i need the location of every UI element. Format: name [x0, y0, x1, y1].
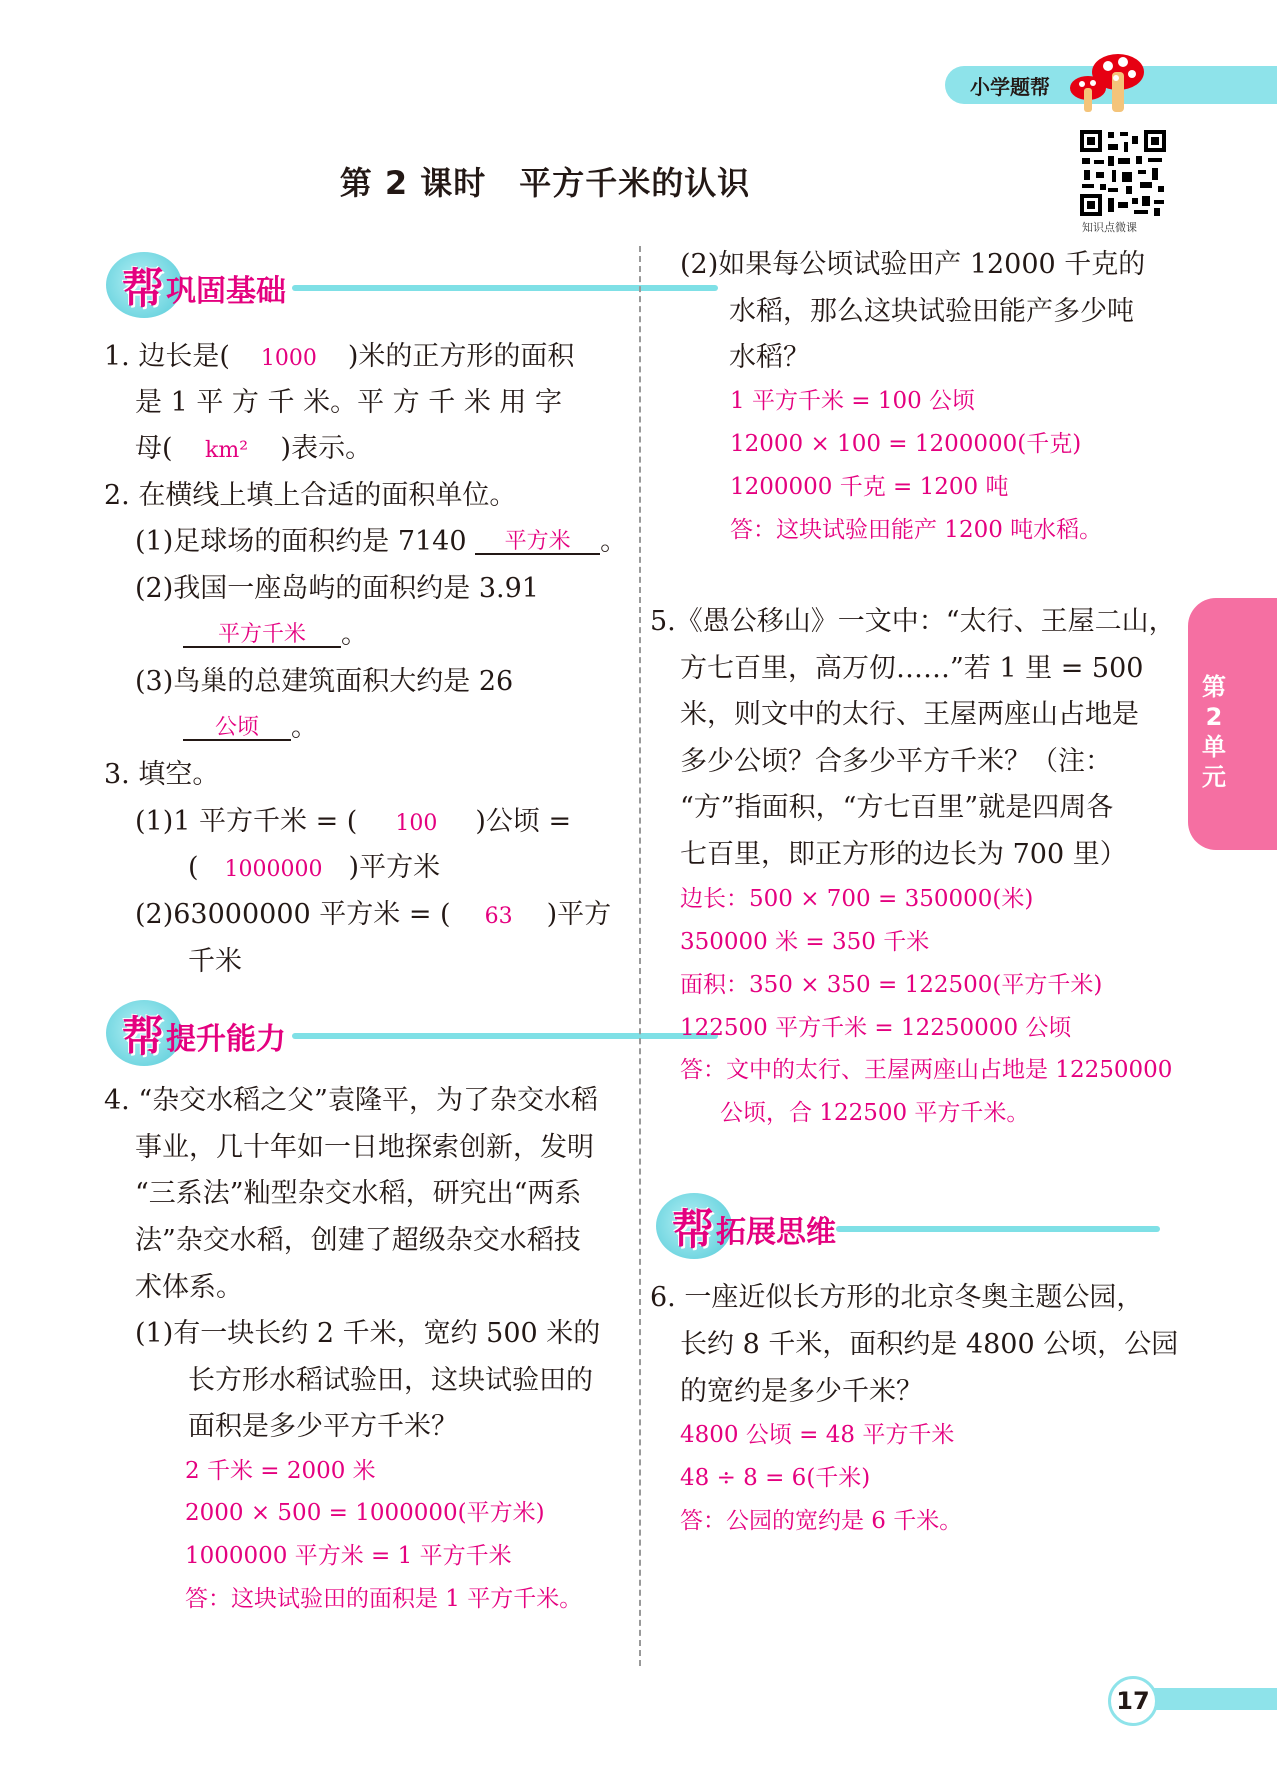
- q3-part1-cont: ( 1000000 )平方米: [188, 852, 441, 883]
- brand-name: 小学题帮: [970, 75, 1050, 99]
- q1-line1: 1. 边长是( 1000 )米的正方形的面积: [104, 341, 575, 372]
- section-extend-header: [656, 1193, 1166, 1263]
- q2-part3-blank: 公顷 。: [183, 714, 318, 743]
- q4-line: 事业，几十年如一日地探索创新，发明: [135, 1132, 594, 1163]
- q4-part2-line: 水稻，那么这块试验田能产多少吨: [729, 296, 1134, 327]
- page-title: 第 2 课时 平方千米的认识: [339, 164, 751, 202]
- q5-answer: 350000 米 = 350 千米: [680, 929, 930, 955]
- section-title: 拓展思维: [716, 1215, 836, 1250]
- q4-line: 4. “杂交水稻之父”袁隆平，为了杂交水稻: [104, 1085, 598, 1116]
- q4-part2-line: (2)如果每公顷试验田产 12000 千克的: [680, 249, 1146, 280]
- q4-part1-answer: 答：这块试验田的面积是 1 平方千米。: [185, 1586, 583, 1612]
- page-number: 17: [1108, 1676, 1158, 1726]
- q5-line: 5.《愚公移山》一文中：“太行、王屋二山，: [650, 606, 1176, 637]
- q1-line3: 母( km² )表示。: [135, 433, 373, 464]
- q6-line: 长约 8 千米，面积约是 4800 公顷，公园: [680, 1329, 1179, 1360]
- q2-part2-blank: 平方千米 。: [183, 621, 368, 650]
- unit-tab-label: 第2单元: [1202, 673, 1226, 791]
- q3-answer2: 1000000: [224, 857, 323, 882]
- q3-answer3: 63: [484, 904, 513, 929]
- q5-line: 七百里，即正方形的边长为 700 里）: [680, 839, 1127, 870]
- section-mark: 帮: [672, 1205, 715, 1254]
- q4-part2-answer: 答：这块试验田能产 1200 吨水稻。: [730, 517, 1103, 543]
- q4-part2-line: 水稻？: [729, 342, 810, 373]
- q2-answer3: 公顷: [183, 717, 291, 741]
- q4-part1-answer: 2 千米 = 2000 米: [185, 1458, 376, 1484]
- q1-line2: 是 1 平 方 千 米。平 方 千 米 用 字: [135, 387, 563, 418]
- q4-part1-answer: 1000000 平方米 = 1 平方千米: [185, 1543, 512, 1569]
- q5-answer: 面积：350 × 350 = 122500(平方千米): [680, 972, 1103, 998]
- q2-part1: (1)足球场的面积约是 7140 平方米 。: [135, 526, 628, 557]
- q4-line: 术体系。: [135, 1272, 243, 1303]
- q5-line: 米，则文中的太行、王屋两座山占地是: [680, 699, 1139, 730]
- q4-part1-line: 长方形水稻试验田，这块试验田的: [188, 1365, 593, 1396]
- column-divider: [639, 246, 641, 1666]
- q4-part1-line: (1)有一块长约 2 千米，宽约 500 米的: [135, 1318, 601, 1349]
- q1-answer1: 1000: [260, 346, 317, 371]
- qr-code-icon[interactable]: [1078, 128, 1168, 218]
- q6-line: 6. 一座近似长方形的北京冬奥主题公园，: [650, 1282, 1144, 1313]
- q4-part1-answer: 2000 × 500 = 1000000(平方米): [185, 1500, 545, 1526]
- qr-caption: 知识点微课: [1082, 221, 1137, 234]
- q2-part2: (2)我国一座岛屿的面积约是 3.91: [135, 573, 539, 604]
- q6-answer: 答：公园的宽约是 6 千米。: [680, 1508, 963, 1534]
- q2-answer1: 平方米: [475, 531, 600, 555]
- mushroom-icon: [1060, 44, 1150, 120]
- section-rule: [292, 1033, 718, 1039]
- q5-answer: 公顷，合 122500 平方千米。: [720, 1100, 1030, 1126]
- q4-line: “三系法”籼型杂交水稻，研究出“两系: [135, 1178, 582, 1209]
- q5-answer: 边长：500 × 700 = 350000(米): [680, 886, 1034, 912]
- q3-part1: (1)1 平方千米 = ( 100 )公顷 =: [135, 806, 572, 837]
- q2-part3: (3)鸟巢的总建筑面积大约是 26: [135, 666, 514, 697]
- q1-answer2: km²: [205, 438, 249, 463]
- q6-answer: 48 ÷ 8 = 6(千米): [680, 1465, 871, 1491]
- page-number-bar: [1138, 1688, 1277, 1710]
- q5-answer: 122500 平方千米 = 12250000 公顷: [680, 1015, 1072, 1041]
- q5-line: 多少公顷？合多少平方千米？（注：: [680, 746, 1112, 777]
- q3-stem: 3. 填空。: [104, 759, 220, 790]
- section-title: 巩固基础: [166, 274, 286, 309]
- q5-line: 方七百里，高万仞……”若 1 里 = 500: [680, 653, 1144, 684]
- q4-line: 法”杂交水稻，创建了超级杂交水稻技: [135, 1225, 581, 1256]
- q4-part2-answer: 12000 × 100 = 1200000(千克): [730, 431, 1082, 457]
- q4-part1-line: 面积是多少平方千米？: [188, 1411, 458, 1442]
- q5-answer: 答：文中的太行、王屋两座山占地是 12250000: [680, 1057, 1173, 1083]
- q3-part2-cont: 千米: [188, 946, 242, 977]
- q4-part2-answer: 1200000 千克 = 1200 吨: [730, 474, 1009, 500]
- section-basic-header: [106, 252, 616, 322]
- q4-part2-answer: 1 平方千米 = 100 公顷: [730, 388, 976, 414]
- section-rule: [292, 285, 718, 291]
- q3-answer1: 100: [395, 811, 438, 836]
- q2-stem: 2. 在横线上填上合适的面积单位。: [104, 480, 517, 511]
- q3-part2: (2)63000000 平方米 = ( 63 )平方: [135, 899, 612, 930]
- section-ability-header: [106, 1000, 616, 1070]
- q6-line: 的宽约是多少千米？: [680, 1376, 923, 1407]
- q2-answer2: 平方千米: [183, 624, 341, 648]
- section-mark: 帮: [122, 1012, 165, 1061]
- q6-answer: 4800 公顷 = 48 平方千米: [680, 1422, 955, 1448]
- section-title: 提升能力: [166, 1022, 286, 1057]
- q5-line: “方”指面积，“方七百里”就是四周各: [680, 792, 1114, 823]
- section-rule: [836, 1226, 1160, 1232]
- section-mark: 帮: [122, 264, 165, 313]
